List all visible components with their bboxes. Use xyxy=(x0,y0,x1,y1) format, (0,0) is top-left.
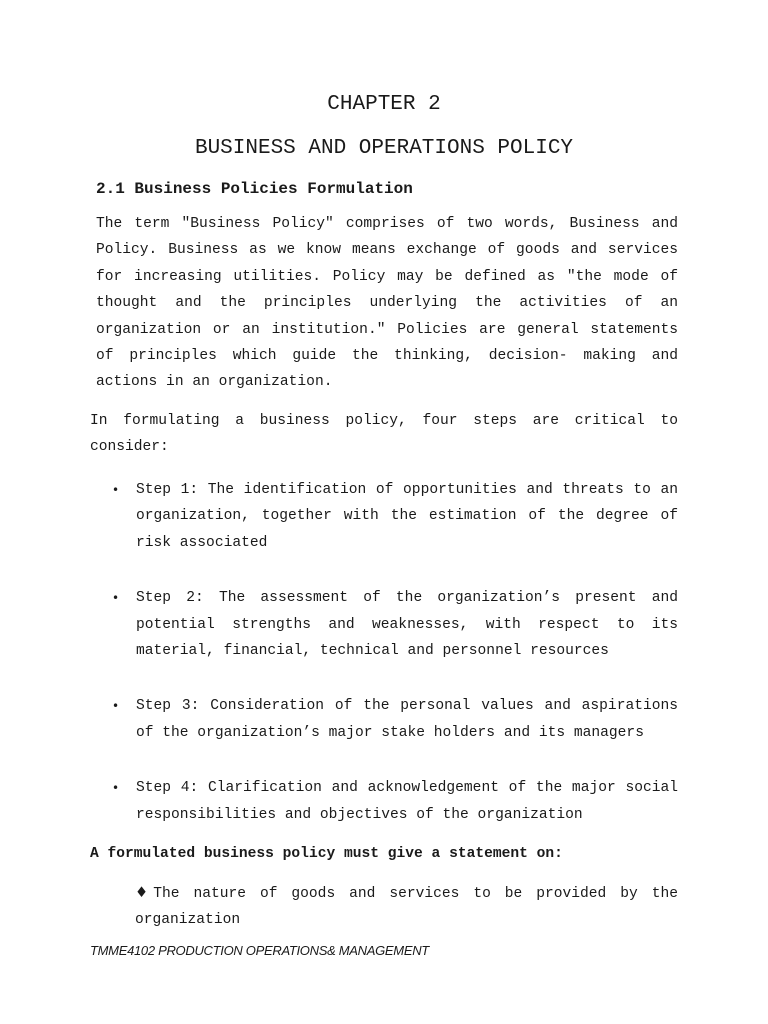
chapter-number: CHAPTER 2 xyxy=(327,93,441,116)
steps-list xyxy=(112,477,678,857)
bullet-icon: • xyxy=(112,483,120,497)
page-footer: TMME4102 PRODUCTION OPERATIONS& MANAGEMENT xyxy=(90,943,429,958)
intro-paragraph: The term "Business Policy" comprises of two words, Business and Policy. Business as we know means exchange of goods and services for increasing utilities. Policy may be defined as "the mode of thought and the principles underlying the activities of an organization or an institution." Policies are general statements of principles which guide the thinking, decision- making and actions in an organization. xyxy=(96,216,678,391)
step-text: Step 4: Clarification and acknowledgement of the major social responsibilities and objectives of the organization xyxy=(136,780,678,823)
bullet-icon: • xyxy=(112,781,120,796)
step-text: Step 1: The identification of opportunities and threats to an organization, together with the estimation of the degree of risk associated xyxy=(136,482,678,551)
statement-heading: A formulated business policy must give a statement on: xyxy=(90,846,563,862)
list-item xyxy=(112,585,678,664)
list-item xyxy=(112,693,678,746)
step-text: Step 3: Consideration of the personal values and aspirations of the organization’s major stake holders and its managers xyxy=(136,698,678,741)
statement-item-text: The nature of goods and services to be provided by the organization xyxy=(135,886,678,929)
diamond-bullet-icon: ♦ xyxy=(135,884,154,901)
list-item xyxy=(112,477,678,556)
chapter-title: BUSINESS AND OPERATIONS POLICY xyxy=(194,137,574,160)
statement-item xyxy=(135,880,678,934)
bullet-icon: • xyxy=(112,591,120,606)
section-heading: 2.1 Business Policies Formulation xyxy=(96,180,413,198)
steps-intro-paragraph: In formulating a business policy, four steps are critical to consider: xyxy=(90,413,678,456)
bullet-icon: • xyxy=(112,699,120,714)
step-text: Step 2: The assessment of the organization’s present and potential strengths and weaknesses, with respect to its material, financial, technical and personnel resources xyxy=(136,590,678,660)
list-item xyxy=(112,775,678,828)
